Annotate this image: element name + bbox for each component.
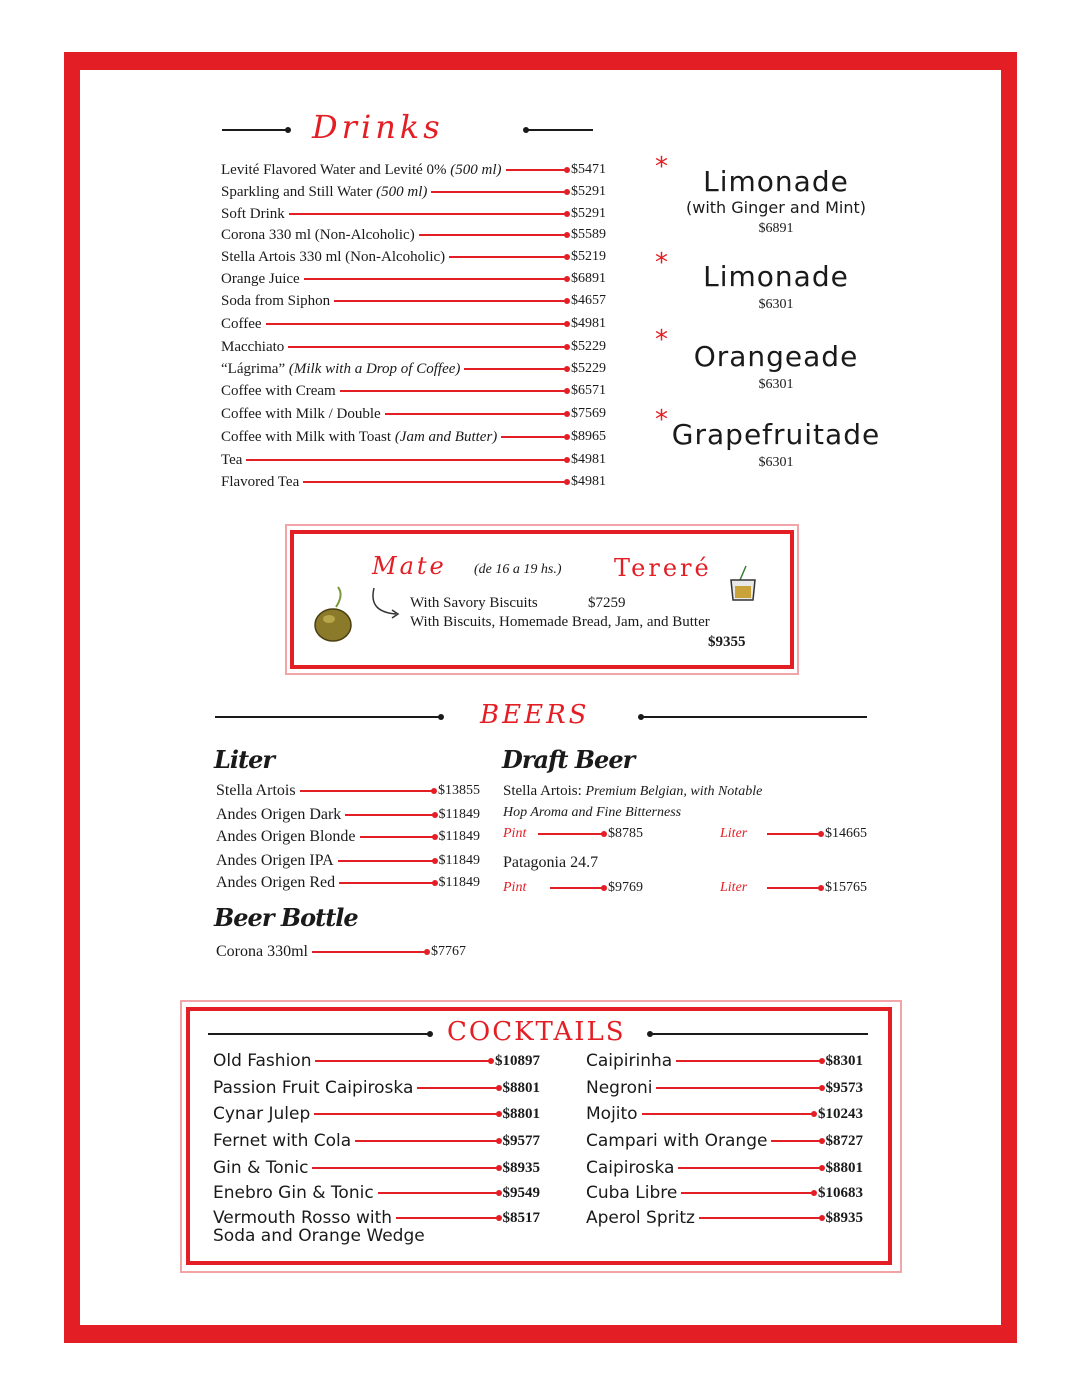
leader-line [334,300,567,302]
leader-line [676,1060,821,1062]
leader-line [419,234,567,236]
mate-line2: With Biscuits, Homemade Bread, Jam, and Butter [410,614,710,630]
item-price: $11849 [438,829,480,844]
special-drink [670,418,882,471]
cocktails-rule-left [208,1033,430,1035]
leader-line [449,256,567,258]
stella-draft-desc1: Premium Belgian, with Notable [585,784,763,799]
patagonia-liter-price: $15765 [825,880,867,895]
leader-line [312,951,427,953]
cocktails-rule-right [650,1033,868,1035]
patagonia-liter-row [720,878,867,898]
leader-line [314,1113,498,1115]
special-name: Orangeade [693,340,859,373]
stella-draft-liter-row [720,824,867,844]
item-price: $8801 [502,1079,540,1096]
menu-item-row [216,827,480,847]
item-price: $7767 [431,944,466,959]
item-name: “Lágrima” (Milk with a Drop of Coffee) [221,360,461,377]
special-price: $6891 [758,221,794,236]
special-price: $6301 [758,377,794,392]
item-name: Coffee with Milk / Double [221,405,381,422]
menu-item-row [586,1103,863,1125]
special-name: Limonade [703,165,849,198]
menu-item-row [221,359,606,379]
liter-label-2: Liter [720,880,748,895]
menu-item-row [216,851,480,871]
item-name: Vermouth Rosso with [213,1208,393,1228]
stella-liter-price: $14665 [825,826,867,841]
star-icon: * [655,248,668,278]
menu-item-row [586,1207,863,1229]
menu-item-row [221,225,606,245]
item-price: $8935 [502,1159,540,1176]
star-icon: * [655,325,668,355]
item-price: $8301 [825,1052,863,1069]
leader-line [339,882,434,884]
item-name: Andes Origen Blonde [216,828,356,845]
item-price: $8801 [825,1159,863,1176]
patagonia-pint-price: $9769 [608,880,643,895]
item-name: Cynar Julep [213,1104,311,1124]
menu-item-row [213,1130,540,1152]
item-name: Stella Artois [216,782,296,799]
menu-item-row [586,1050,863,1072]
special-price: $6301 [758,297,794,312]
beer-bottle-heading: Beer Bottle [214,903,358,932]
star-icon: * [655,152,668,182]
item-name: Soft Drink [221,205,285,222]
pint-label: Pint [503,826,527,841]
item-price: $5471 [571,162,606,177]
item-name: Aperol Spritz [586,1208,695,1228]
item-name: Andes Origen IPA [216,852,334,869]
item-name: Campari with Orange [586,1131,768,1151]
item-name: Tea [221,451,243,468]
item-price: $9549 [502,1184,540,1201]
menu-item-row [213,1157,540,1179]
item-name: Coffee with Cream [221,382,336,399]
leader-line [431,191,567,193]
terere-title: Tereré [614,554,712,582]
item-name: Andes Origen Dark [216,806,342,823]
draft-beer-heading: Draft Beer [502,745,635,774]
leader-line [345,814,434,816]
item-price: $8801 [502,1105,540,1122]
leader-line [303,481,567,483]
menu-item-row [216,805,480,825]
cocktails-title: COCKTAILS [447,1017,626,1047]
special-sub: (with Ginger and Mint) [685,198,866,217]
item-name: Mojito [586,1104,638,1124]
item-name: Flavored Tea [221,473,300,490]
item-price: $11849 [438,853,480,868]
stella-draft-pint-row [503,824,643,844]
leader-line [656,1087,821,1089]
item-price: $4981 [571,452,606,467]
mate-hours: (de 16 a 19 hs.) [474,562,562,577]
item-note: (500 ml) [376,183,428,200]
beers-title: BEERS [480,700,590,730]
curved-arrow-icon [366,586,406,626]
leader-line [288,346,567,348]
leader-line [304,278,567,280]
leader-line [385,413,567,415]
leader-line [699,1217,822,1219]
stella-draft-desc [503,781,762,823]
item-name: Levité Flavored Water and Levité 0% (500 ml) [221,161,502,178]
item-price: $5229 [571,361,606,376]
beers-rule-right [641,716,867,718]
menu-item-row [221,404,606,424]
item-price: $6891 [571,271,606,286]
menu-item-row [586,1130,863,1152]
leader-line [501,436,567,438]
liter-heading: Liter [214,745,274,774]
leader-line [464,368,567,370]
item-name: Stella Artois 330 ml (Non-Alcoholic) [221,248,446,265]
item-price: $4981 [571,474,606,489]
special-name: Grapefruitade [671,418,881,451]
menu-item-row [221,204,606,224]
leader-line [642,1113,814,1115]
item-price: $8727 [825,1132,863,1149]
item-name: Sparkling and Still Water (500 ml) [221,183,428,200]
item-name: Gin & Tonic [213,1158,309,1178]
item-name: Corona 330ml [216,943,308,960]
mate-line1-price: $7259 [588,595,626,611]
item-price: $5219 [571,249,606,264]
stella-pint-price: $8785 [608,826,643,841]
leader-line [246,459,567,461]
item-price: $7569 [571,406,606,421]
menu-item-row [221,337,606,357]
leader-line [340,390,567,392]
menu-item-row [221,291,606,311]
terere-glass-icon [728,564,758,608]
stella-draft-name: Stella Artois: [503,783,582,799]
patagonia-pint-row [503,878,643,898]
item-name: Cuba Libre [586,1183,678,1203]
leader-line [678,1167,821,1169]
menu-item-row [221,450,606,470]
item-note: (Milk with a Drop of Coffee) [288,360,461,377]
special-name: Limonade [703,260,849,293]
mate-gourd-icon [312,585,356,647]
item-price: $10243 [818,1105,863,1122]
item-note: (Jam and Butter) [394,428,498,445]
special-drink [670,165,882,237]
menu-item-row [586,1077,863,1099]
leader-line [266,323,567,325]
item-price: $6571 [571,383,606,398]
item-price: $4981 [571,316,606,331]
item-name: Enebro Gin & Tonic [213,1183,374,1203]
menu-item-row [586,1182,863,1204]
item-price: $5291 [571,184,606,199]
menu-item-row [216,781,480,801]
menu-item-row [221,160,606,180]
item-price: $13855 [438,783,480,798]
drinks-rule-right [526,129,593,131]
item-price: $11849 [438,807,480,822]
item-price: $10683 [818,1184,863,1201]
menu-item-row [213,1077,540,1099]
item-name: Old Fashion [213,1051,312,1071]
leader-line [312,1167,498,1169]
item-name: Orange Juice [221,270,300,287]
drinks-rule-left [222,129,288,131]
menu-item-row [213,1182,540,1204]
menu-item-row [221,247,606,267]
item-price: $11849 [438,875,480,890]
menu-item-row [213,1103,540,1125]
special-drink [670,340,882,393]
item-price: $5589 [571,227,606,242]
item-price: $8517 [502,1209,540,1226]
leader-line [289,213,567,215]
leader-line [315,1060,491,1062]
item-price: $10897 [495,1052,540,1069]
item-note: (500 ml) [450,161,502,178]
leader-line [338,860,435,862]
pint-label-2: Pint [503,880,527,895]
menu-item-row [221,427,606,447]
cocktail-note: Soda and Orange Wedge [213,1226,425,1246]
leader-line [417,1087,498,1089]
leader-line [378,1192,499,1194]
menu-item-row [213,1050,540,1072]
mate-title: Mate [372,552,447,580]
drinks-title: Drinks [312,108,444,146]
leader-line [506,169,567,171]
menu-item-row [216,873,480,893]
menu-item-row [216,942,466,962]
leader-line [300,790,434,792]
item-name: Coffee [221,315,262,332]
beers-rule-left [215,716,441,718]
item-price: $5229 [571,339,606,354]
special-price: $6301 [758,455,794,470]
mate-line1: With Savory Biscuits [410,595,538,611]
menu-item-row [221,269,606,289]
leader-line [360,836,435,838]
menu-item-row [221,381,606,401]
item-name: Passion Fruit Caipiroska [213,1078,414,1098]
special-drink [670,260,882,313]
menu-item-row [221,472,606,492]
leader-line [355,1140,498,1142]
liter-label: Liter [720,826,748,841]
item-name: Fernet with Cola [213,1131,352,1151]
item-name: Caipiroska [586,1158,675,1178]
item-name: Caipirinha [586,1051,673,1071]
menu-item-row [586,1157,863,1179]
item-price: $9573 [825,1079,863,1096]
item-price: $8965 [571,429,606,444]
patagonia-name: Patagonia 24.7 [503,854,599,871]
item-name: Corona 330 ml (Non-Alcoholic) [221,226,415,243]
item-name: Macchiato [221,338,285,355]
menu-item-row [221,182,606,202]
leader-line [771,1140,821,1142]
item-price: $4657 [571,293,606,308]
item-price: $9577 [502,1132,540,1149]
item-name: Soda from Siphon [221,292,331,309]
item-name: Negroni [586,1078,653,1098]
item-price: $8935 [825,1209,863,1226]
item-name: Andes Origen Red [216,874,336,891]
menu-item-row [221,314,606,334]
item-name: Coffee with Milk with Toast (Jam and Butter) [221,428,498,445]
leader-line [681,1192,814,1194]
star-icon: * [655,405,668,435]
mate-line2-price: $9355 [708,634,746,650]
item-price: $5291 [571,206,606,221]
stella-draft-desc2: Hop Aroma and Fine Bitterness [503,805,682,820]
leader-line [396,1217,498,1219]
